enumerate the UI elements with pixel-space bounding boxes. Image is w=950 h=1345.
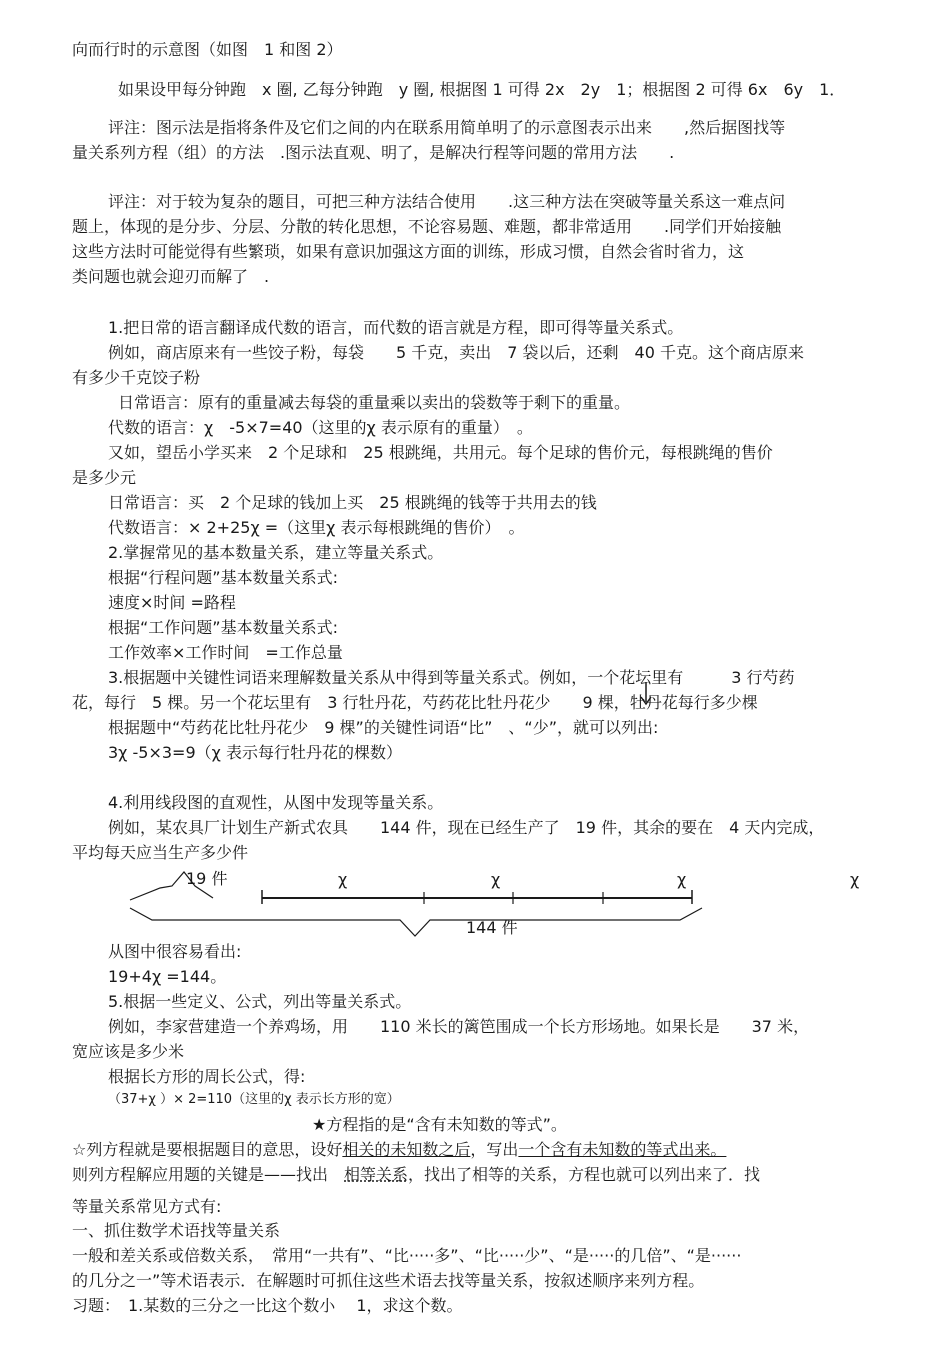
text-line: 根据题中“芍药花比牡丹花少 9 棵”的关键性词语“比” 、“少”，就可以列出: — [108, 718, 659, 737]
exercise-line: 习题： 1.某数的三分之一比这个数小 1，求这个数。 — [72, 1296, 463, 1315]
underlined-text: 相关的未知数之后 — [342, 1140, 471, 1159]
text-fragment: ☆列方程就是要根据题目的意思，设好 — [72, 1140, 343, 1159]
text-line: 根据“工作问题”基本数量关系式: — [108, 618, 338, 637]
text-line: 花，每行 5 棵。另一个花坛里有 3 行牡丹花，芍药花比牡丹花少 9 棵，牡丹花每行多少棵 — [72, 693, 758, 712]
text-line: 代数语言：× 2+25χ =（这里χ 表示每根跳绳的售价） 。 — [108, 518, 525, 537]
text-line: 评注：图示法是指将条件及它们之间的内在联系用简单明了的示意图表示出来 ,然后据图找等 — [108, 118, 786, 137]
text-line: 例如，商店原来有一些饺子粉，每袋 5 千克，卖出 7 袋以后，还剩 40 千克。这个商店原来 — [108, 343, 804, 362]
formula-line: （37+χ ）× 2=110（这里的χ 表示长方形的宽） — [108, 1092, 400, 1107]
section-heading: 一、抓住数学术语找等量关系 — [72, 1221, 281, 1240]
diagram-label-19: 19 件 — [186, 869, 228, 888]
heading-5: 5.根据一些定义、公式，列出等量关系式。 — [108, 992, 412, 1011]
text-line: 代数的语言：χ -5×7=40（这里的χ 表示原有的重量） 。 — [108, 418, 533, 437]
diagram-label-144: 144 件 — [466, 918, 518, 937]
text-line: 如果设甲每分钟跑 x 圈, 乙每分钟跑 y 圈, 根据图 1 可得 2x 2y 1；根据图 2 可得 6x 6y 1． — [118, 80, 846, 99]
text-line: 从图中很容易看出: — [108, 942, 242, 961]
text-line: 量关系列方程（组）的方法 .图示法直观、明了，是解决行程等问题的常用方法 . — [72, 143, 675, 162]
emphasized-text: 相等关系 — [344, 1165, 409, 1184]
text-line — [72, 1140, 726, 1160]
formula-line: 3χ -5×3=9（χ 表示每行牡丹花的棵数） — [108, 743, 402, 762]
diagram-label-x: χ — [338, 870, 348, 889]
diagram-label-x: χ — [491, 870, 501, 889]
text-line: 宽应该是多少米 — [72, 1042, 185, 1061]
text-line: 的几分之一”等术语表示．在解题时可抓住这些术语去找等量关系，按叙述顺序来列方程。 — [72, 1271, 705, 1290]
text-line: 日常语言：原有的重量减去每袋的重量乘以卖出的袋数等于剩下的重量。 — [118, 393, 631, 412]
text-fragment: ，写出 — [470, 1140, 519, 1159]
heading-3: 3.根据题中关键性词语来理解数量关系从中得到等量关系式。例如，一个花坛里有 3 行芍药 — [108, 668, 795, 687]
text-line: 有多少千克饺子粉 — [72, 368, 201, 387]
text-line: 根据长方形的周长公式，得: — [108, 1067, 306, 1086]
text-fragment: 则列方程解应用题的关键是——找出 — [72, 1165, 345, 1184]
text-line: 例如，李家营建造一个养鸡场，用 110 米长的篱笆围成一个长方形场地。如果长是 37 米， — [108, 1017, 810, 1036]
key-note: ★方程指的是“含有未知数的等式”。 — [312, 1115, 567, 1134]
heading-4: 4.利用线段图的直观性，从图中发现等量关系。 — [108, 793, 444, 812]
text-line: 是多少元 — [72, 468, 137, 487]
heading-2: 2.掌握常见的基本数量关系，建立等量关系式。 — [108, 543, 444, 562]
text-line: 平均每天应当生产多少件 — [72, 843, 249, 862]
text-line: 题上，体现的是分步、分层、分散的转化思想，不论容易题、难题，都非常适用 .同学们开始接触 — [72, 217, 782, 236]
text-line: 向而行时的示意图（如图 1 和图 2） — [72, 40, 343, 59]
text-line: 例如，某农具厂计划生产新式农具 144 件，现在已经生产了 19 件，其余的要在 4 天内完成， — [108, 818, 825, 837]
text-line: 又如，望岳小学买来 2 个足球和 25 根跳绳，共用元。每个足球的售价元，每根跳绳的售价 — [108, 443, 773, 462]
text-fragment: ，找出了相等的关系，方程也就可以列出来了．找 — [408, 1165, 761, 1184]
text-line: 这些方法时可能觉得有些繁琐，如果有意识加强这方面的训练，形成习惯，自然会省时省力，这 — [72, 242, 745, 261]
heading-1: 1.把日常的语言翻译成代数的语言，而代数的语言就是方程，即可得等量关系式。 — [108, 318, 684, 337]
formula-line: 19+4χ =144。 — [108, 967, 227, 986]
text-line: 评注：对于较为复杂的题目，可把三种方法结合使用 .这三种方法在突破等量关系这一难点问 — [108, 192, 786, 211]
underlined-text: 一个含有未知数的等式出来。 — [518, 1140, 727, 1159]
formula-line: 工作效率×工作时间 =工作总量 — [108, 643, 343, 662]
diagram-label-x: χ — [677, 870, 687, 889]
text-line: 日常语言：买 2 个足球的钱加上买 25 根跳绳的钱等于共用去的钱 — [108, 493, 597, 512]
text-line — [72, 1165, 760, 1185]
text-line: 根据“行程问题”基本数量关系式: — [108, 568, 338, 587]
text-line: 类问题也就会迎刃而解了 . — [72, 267, 270, 286]
text-line: 一般和差关系或倍数关系， 常用“一共有”、“比·····多”、“比·····少”、“是·····的几倍”、“是······ — [72, 1246, 742, 1265]
text-line: 等量关系常见方式有: — [72, 1197, 222, 1216]
formula-line: 速度×时间 =路程 — [108, 593, 236, 612]
diagram-label-x: χ — [850, 870, 860, 889]
